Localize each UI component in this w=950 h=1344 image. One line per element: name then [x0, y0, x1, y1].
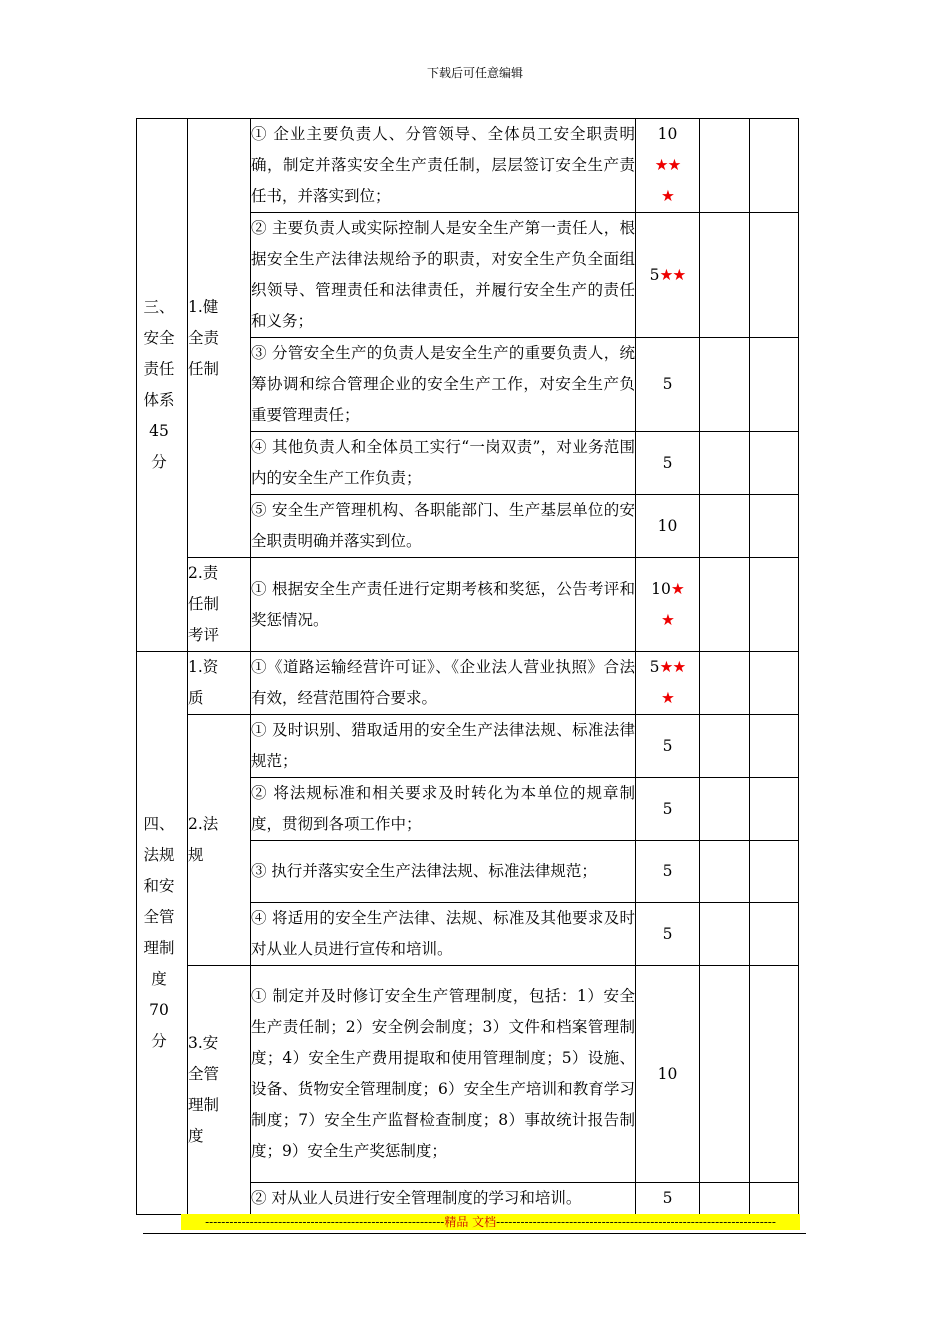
item-text: ① 制定并及时修订安全生产管理制度，包括：1）安全生产责任制；2）安全例会制度；3）文件和档案管理制度；4）安全生产费用提取和使用管理制度；5）设施、设备、货物安全管理制度；6）安全生产培训和教育学习制度；7）安全生产监督检查制度；8）事故统计报告制度；9）安全生产奖惩制度； [251, 966, 636, 1183]
subcategory-label: 1.健 全责 任制 [188, 297, 220, 378]
item-text: ③ 执行并落实安全生产法律法规、标准法律规范； [251, 841, 636, 903]
empty-cell [700, 715, 750, 778]
empty-cell [750, 495, 799, 558]
category-cell [137, 652, 188, 1215]
star-rating-icon: ★ [661, 610, 674, 629]
empty-cell [750, 119, 799, 213]
empty-cell [700, 432, 750, 495]
empty-cell [750, 1183, 799, 1215]
empty-cell [700, 558, 750, 652]
empty-cell [700, 1183, 750, 1215]
item-text: ① 根据安全生产责任进行定期考核和奖惩，公告考评和奖惩情况。 [251, 558, 636, 652]
star-rating-icon: ★★ [659, 658, 686, 676]
empty-cell [700, 119, 750, 213]
subcategory-cell [188, 558, 251, 652]
table-row [137, 715, 799, 778]
item-text: ④ 将适用的安全生产法律、法规、标准及其他要求及时对从业人员进行宣传和培训。 [251, 903, 636, 966]
subcategory-cell [188, 966, 251, 1215]
star-rating-icon: ★★ [654, 156, 681, 174]
empty-cell [750, 966, 799, 1183]
star-rating-icon: ★ [670, 579, 684, 598]
score-value: 10 [657, 125, 678, 143]
empty-cell [700, 495, 750, 558]
score-value: 5 [636, 903, 700, 966]
score-cell [636, 558, 700, 652]
score-cell [636, 652, 700, 715]
subcategory-cell [188, 715, 251, 966]
empty-cell [700, 903, 750, 966]
table-row [137, 119, 799, 213]
star-rating-icon: ★★ [659, 265, 686, 284]
subcategory-label: 1.资 质 [188, 658, 219, 707]
empty-cell [750, 432, 799, 495]
category-cell [137, 119, 188, 652]
subcategory-label: 2.法 规 [188, 815, 219, 864]
empty-cell [700, 778, 750, 841]
empty-cell [750, 652, 799, 715]
item-text: ④ 其他负责人和全体员工实行“一岗双责”，对业务范围内的安全生产工作负责； [251, 432, 636, 495]
item-text: ② 将法规标准和相关要求及时转化为本单位的规章制度，贯彻到各项工作中； [251, 778, 636, 841]
score-value: 5 [636, 338, 700, 432]
page-header: 下载后可任意编辑 [426, 66, 523, 80]
score-value: 5 [649, 265, 660, 284]
item-text: ③ 分管安全生产的负责人是安全生产的重要负责人，统筹协调和综合管理企业的安全生产工作，对安全生产负重要管理责任； [251, 338, 636, 432]
score-value: 10 [636, 966, 700, 1183]
item-text: ⑤ 安全生产管理机构、各职能部门、生产基层单位的安全职责明确并落实到位。 [251, 495, 636, 558]
empty-cell [700, 966, 750, 1183]
score-value: 5 [636, 841, 700, 903]
table-row [137, 558, 799, 652]
empty-cell [750, 558, 799, 652]
item-text: ① 企业主要负责人、分管领导、全体员工安全职责明确，制定并落实安全生产责任制，层层签订安全生产责任书，并落实到位； [251, 119, 636, 213]
scoring-table [136, 118, 799, 1215]
empty-cell [700, 841, 750, 903]
subcategory-cell [188, 652, 251, 715]
subcategory-cell [188, 119, 251, 558]
category-label: 三、 安全 责任 体系 45 分 [143, 298, 175, 471]
item-text: ② 对从业人员进行安全管理制度的学习和培训。 [251, 1183, 636, 1215]
empty-cell [700, 652, 750, 715]
score-value: 5 [636, 1183, 700, 1215]
score-value: 5 [636, 778, 700, 841]
table-row [137, 652, 799, 715]
empty-cell [750, 778, 799, 841]
item-text: ② 主要负责人或实际控制人是安全生产第一责任人，根据安全生产法律法规给予的职责，对安全生产负全面组织领导、管理责任和法律责任，并履行安全生产的责任和义务； [251, 213, 636, 338]
score-value: 5 [649, 658, 660, 676]
table-row [137, 966, 799, 1183]
empty-cell [700, 213, 750, 338]
empty-cell [700, 338, 750, 432]
score-value: 10 [636, 495, 700, 558]
score-value: 5 [636, 432, 700, 495]
footer-dashes-right: --------------------------------------------------------------------- [496, 1215, 776, 1229]
empty-cell [750, 715, 799, 778]
empty-cell [750, 903, 799, 966]
score-value: 10 [651, 579, 671, 598]
score-cell [636, 119, 700, 213]
empty-cell [750, 213, 799, 338]
footer-banner [181, 1214, 800, 1230]
item-text: ① 及时识别、猎取适用的安全生产法律法规、标准法律规范； [251, 715, 636, 778]
score-cell [636, 213, 700, 338]
star-rating-icon: ★ [661, 689, 674, 707]
empty-cell [750, 841, 799, 903]
subcategory-label: 2.责 任制 考评 [188, 564, 220, 644]
star-rating-icon: ★ [661, 187, 674, 205]
category-label: 四、 法规 和安 全管 理制 度 70 分 [143, 815, 175, 1050]
empty-cell [750, 338, 799, 432]
score-value: 5 [636, 715, 700, 778]
footer-label: 精品 文档 [444, 1215, 497, 1229]
subcategory-label: 3.安 全管 理制 度 [188, 1034, 220, 1145]
footer-divider [143, 1233, 806, 1234]
item-text: ①《道路运输经营许可证》、《企业法人营业执照》合法有效，经营范围符合要求。 [251, 652, 636, 715]
footer-dashes-left: ----------------------------------------------------------- [205, 1215, 445, 1229]
